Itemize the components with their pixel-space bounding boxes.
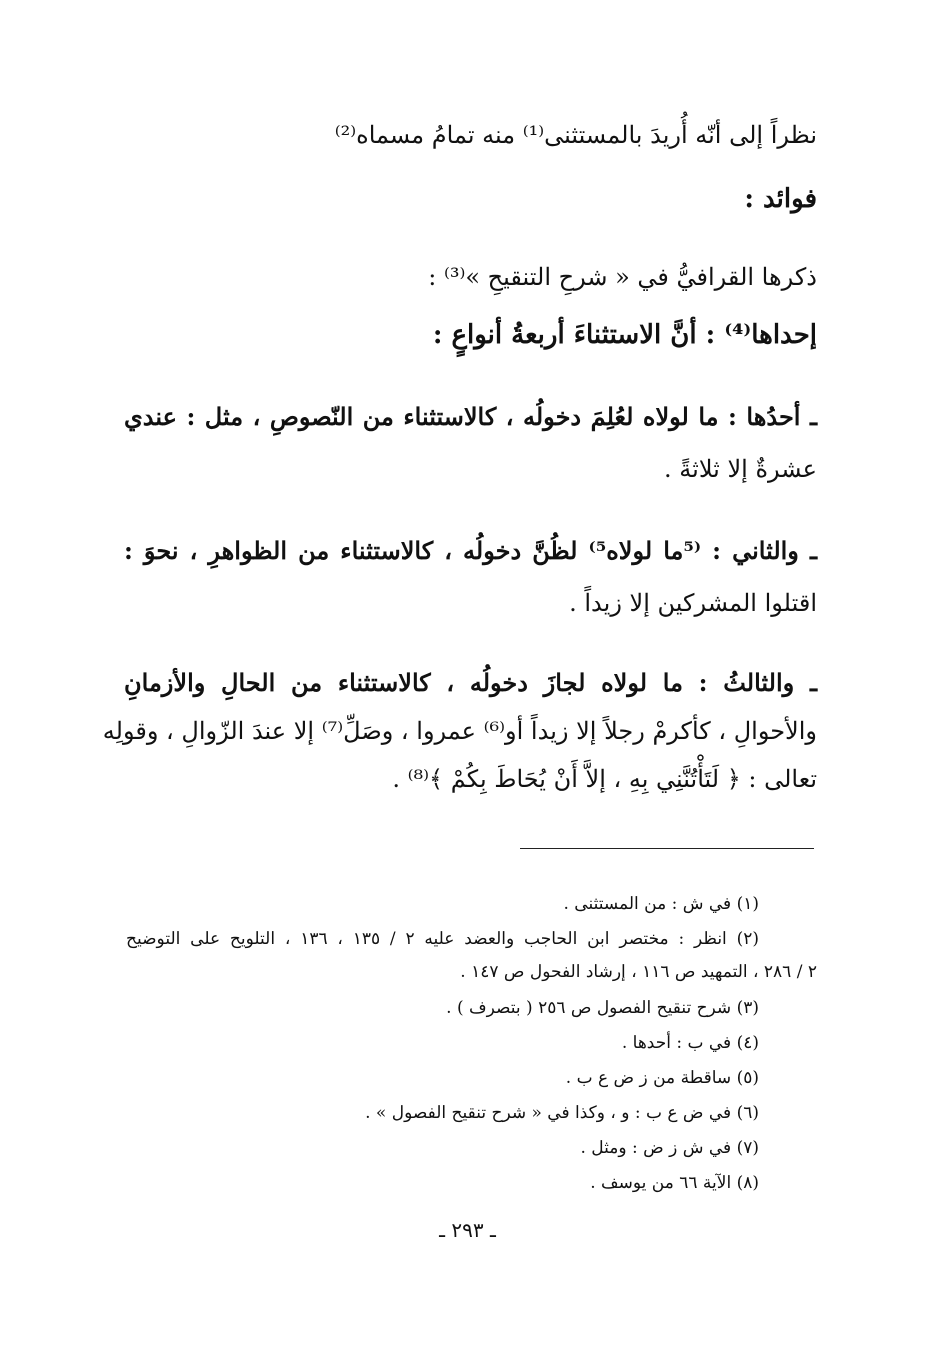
footnote-2-line1: (٢) انظر : مختصر ابن الحاجب والعضد عليه ٢ / ١٣٥ ، ١٣٦ ، التلويح على التوضيح [126, 929, 759, 949]
footnote-5: (٥) ساقطة من ز ض ع ب . [565, 1068, 759, 1088]
para1-line1: ـ أحدُها : ما لولاه لعُلِمَ دخولُه ، كالاستثناء من النّصوصِ ، مثل : عندي [124, 402, 817, 431]
body-line-qarafi: ذكرها القرافيُّ في « شرحِ التنقيحِ »⁽³⁾ : [428, 263, 817, 291]
footnote-1: (١) في ش : من المستثنى . [563, 894, 759, 914]
footnote-8: (٨) الآية ٦٦ من يوسف . [590, 1173, 759, 1193]
footnote-6: (٦) في ض ع ب : و ، وكذا في « شرح تنقيح الفصول » . [365, 1103, 759, 1123]
footnote-3: (٣) شرح تنقيح الفصول ص ٢٥٦ ( بتصرف ) . [446, 998, 759, 1018]
para3-line2: والأحوالِ ، كأكرمْ رجلاً إلا زيداً أو⁽⁶⁾ عمروا ، وصَلِّ⁽⁷⁾ إلا عندَ الزّوالِ ، وقولِه [102, 717, 817, 745]
para2-line1: ـ والثاني : ⁽⁵ما لولاه⁵⁾ لظُنَّ دخولُه ، كالاستثناء من الظواهرِ ، نحوَ : [124, 536, 817, 565]
footnote-2-line2: ٢ / ٢٨٦ ، التمهيد ص ١١٦ ، إرشاد الفحول ص ١٤٧ . [460, 962, 817, 982]
para3-line3: تعالى : ﴿ لَتَأْتُنَّنِي بِهِ ، إلاَّ أَنْ يُحَاطَ بِكُمْ ﴾⁽⁸⁾ . [392, 765, 817, 793]
para3-line1: ـ والثالثُ : ما لولاه لجازَ دخولُه ، كالاستثناء من الحالِ والأزمانِ [124, 668, 817, 697]
heading-ihdaha: إحداها⁽⁴⁾ : أنَّ الاستثناءَ أربعةُ أنواعٍ : [432, 320, 817, 350]
heading-fawaid: فوائد : [744, 184, 817, 214]
para2-line2: اقتلوا المشركين إلا زيداً . [569, 589, 817, 617]
body-line-1: نظراً إلى أنّه أُريدَ بالمستثنى⁽¹⁾ منه تمامُ مسماه⁽²⁾ [334, 121, 817, 149]
footnote-separator [520, 848, 814, 849]
para1-line2: عشرةٌ إلا ثلاثةً . [664, 455, 817, 483]
footnote-7: (٧) في ش ز ض : ومثل . [580, 1138, 759, 1158]
page-number: ـ ٢٩٣ ـ [439, 1218, 496, 1242]
footnote-4: (٤) في ب : أحدها . [621, 1033, 759, 1053]
